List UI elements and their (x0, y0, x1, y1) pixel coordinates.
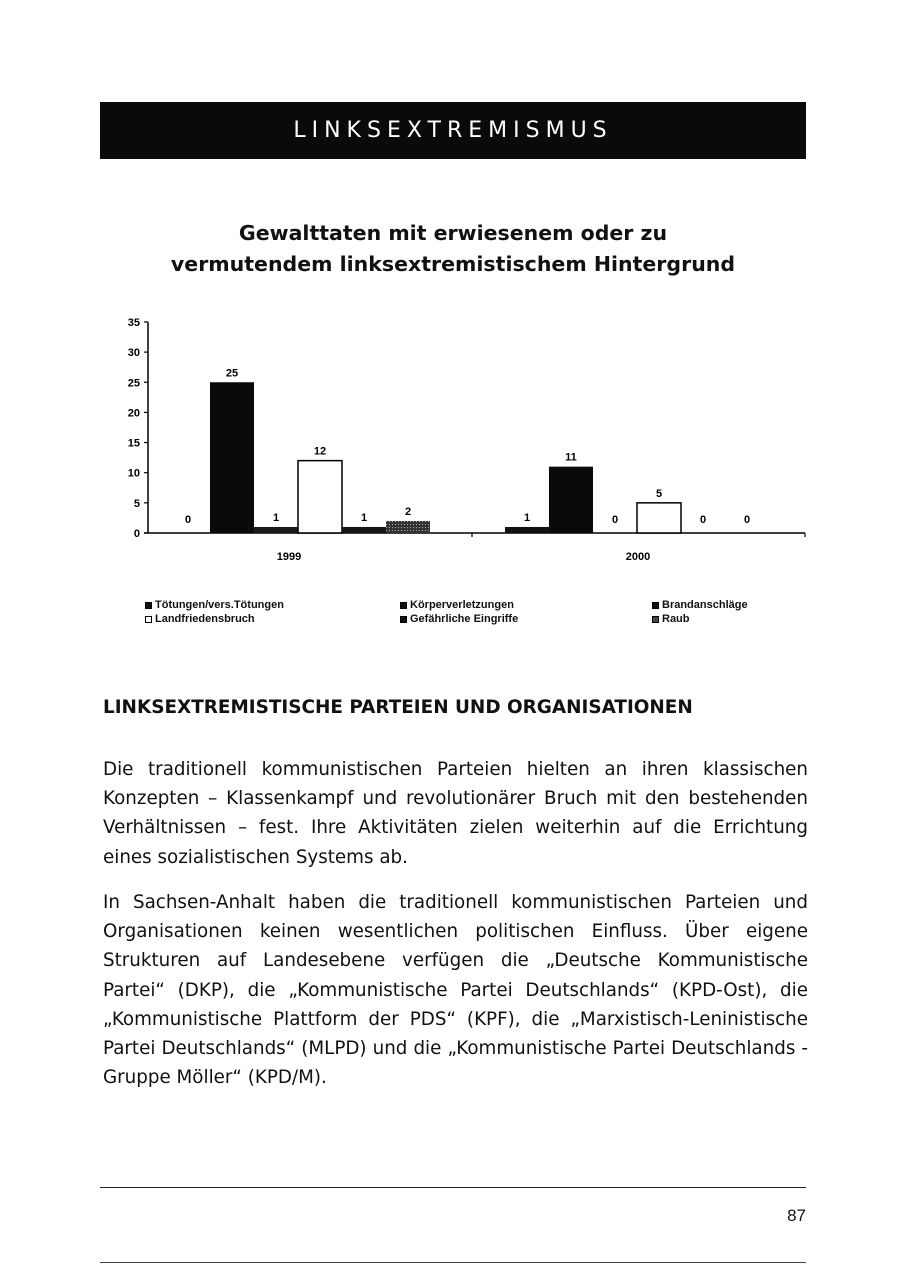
bar (298, 461, 342, 533)
bar-value-label: 1 (272, 511, 280, 524)
bar-value-label: 0 (743, 514, 751, 526)
legend-item-brandanschlaege: Brandanschläge (652, 598, 748, 612)
bar-value-label: 1 (523, 511, 531, 524)
chart-title-line-2: vermutendem linksextremistischem Hintergrund (170, 252, 736, 276)
bar-value-label: 25 (225, 367, 239, 380)
legend-item-landfriedensbruch: Landfriedensbruch (145, 612, 284, 626)
y-tick-label: 30 (127, 347, 140, 360)
bar-value-label: 0 (611, 514, 619, 526)
bar-value-label: 0 (184, 514, 192, 526)
bar-value-label: 11 (565, 451, 577, 464)
bar (549, 467, 593, 533)
legend-swatch-solid-icon (400, 616, 407, 623)
bar (386, 521, 430, 533)
x-category-label: 1999 (276, 551, 302, 563)
section-heading: LINKSEXTREMISTISCHE PARTEIEN UND ORGANISATIONEN (103, 697, 693, 718)
bar-chart-canvas (100, 310, 820, 580)
bar (342, 527, 386, 533)
legend-column-1 (145, 598, 284, 626)
bar (210, 382, 254, 533)
y-tick-label: 20 (127, 407, 140, 420)
bar-chart (100, 310, 820, 580)
bar (505, 527, 549, 533)
bar (637, 503, 681, 533)
bar-value-label: 2 (404, 505, 412, 518)
chapter-header-bar (100, 102, 806, 159)
bar (254, 527, 298, 533)
legend-item-koerperverletzungen: Körperverletzungen (400, 598, 518, 612)
legend-item-gefaehrliche-eingriffe: Gefährliche Eingriffe (400, 612, 518, 626)
bar-value-label: 0 (699, 514, 707, 526)
legend-swatch-outline-icon (145, 616, 152, 623)
legend-item-toetungen: Tötungen/vers.Tötungen (145, 598, 284, 612)
legend-swatch-solid-icon (652, 602, 659, 609)
y-tick-label: 5 (133, 497, 140, 510)
page-number: 87 (787, 1206, 806, 1225)
bar-value-label: 12 (313, 445, 327, 458)
legend-swatch-solid-icon (145, 602, 152, 609)
x-category-label: 2000 (625, 551, 651, 563)
chart-title-line-1: Gewalttaten mit erwiesenem oder zu (238, 221, 668, 245)
y-tick-label: 0 (133, 528, 140, 540)
y-tick-label: 35 (127, 316, 140, 329)
y-tick-label: 10 (127, 467, 140, 480)
chart-title (100, 218, 806, 280)
body-paragraph-2: In Sachsen-Anhalt haben die traditionell kommunistischen Parteien und Organisationen keinen wesentlichen politischen Einfluss. Über eigene Strukturen auf Landesebene verfügen die „Deutsche Kommunistische Partei“ (DKP), die „Kommunistische Partei Deutschlands“ (KPD-Ost), die „Kommunistische Plattform der PDS“ (KPF), die „Marxistisch-Leninistische Partei Deutschlands“ (MLPD) und die „Kommunistische Partei Deutschlands - Gruppe Möller“ (KPD/M). (103, 892, 808, 1089)
legend-swatch-dotted-icon (652, 616, 659, 623)
footer-divider (100, 1187, 806, 1188)
legend-swatch-solid-icon (400, 602, 407, 609)
chapter-title: LINKSEXTREMISMUS (293, 118, 613, 143)
page-bottom-edge-line (100, 1262, 806, 1263)
legend-item-raub: Raub (652, 612, 748, 626)
body-paragraph-1: Die traditionell kommunistischen Parteien hielten an ihren klassischen Konzepten – Klassenkampf und revolutionärer Bruch mit den bestehenden Verhältnissen – fest. Ihre Aktivitäten zielen weiterhin auf die Errichtung eines sozialistischen Systems ab. (103, 759, 808, 868)
y-tick-label: 25 (127, 377, 140, 390)
bar-value-label: 1 (360, 511, 368, 524)
bar-value-label: 5 (655, 487, 663, 500)
y-tick-label: 15 (127, 437, 140, 450)
legend-column-2 (400, 598, 518, 626)
legend-column-3 (652, 598, 748, 626)
